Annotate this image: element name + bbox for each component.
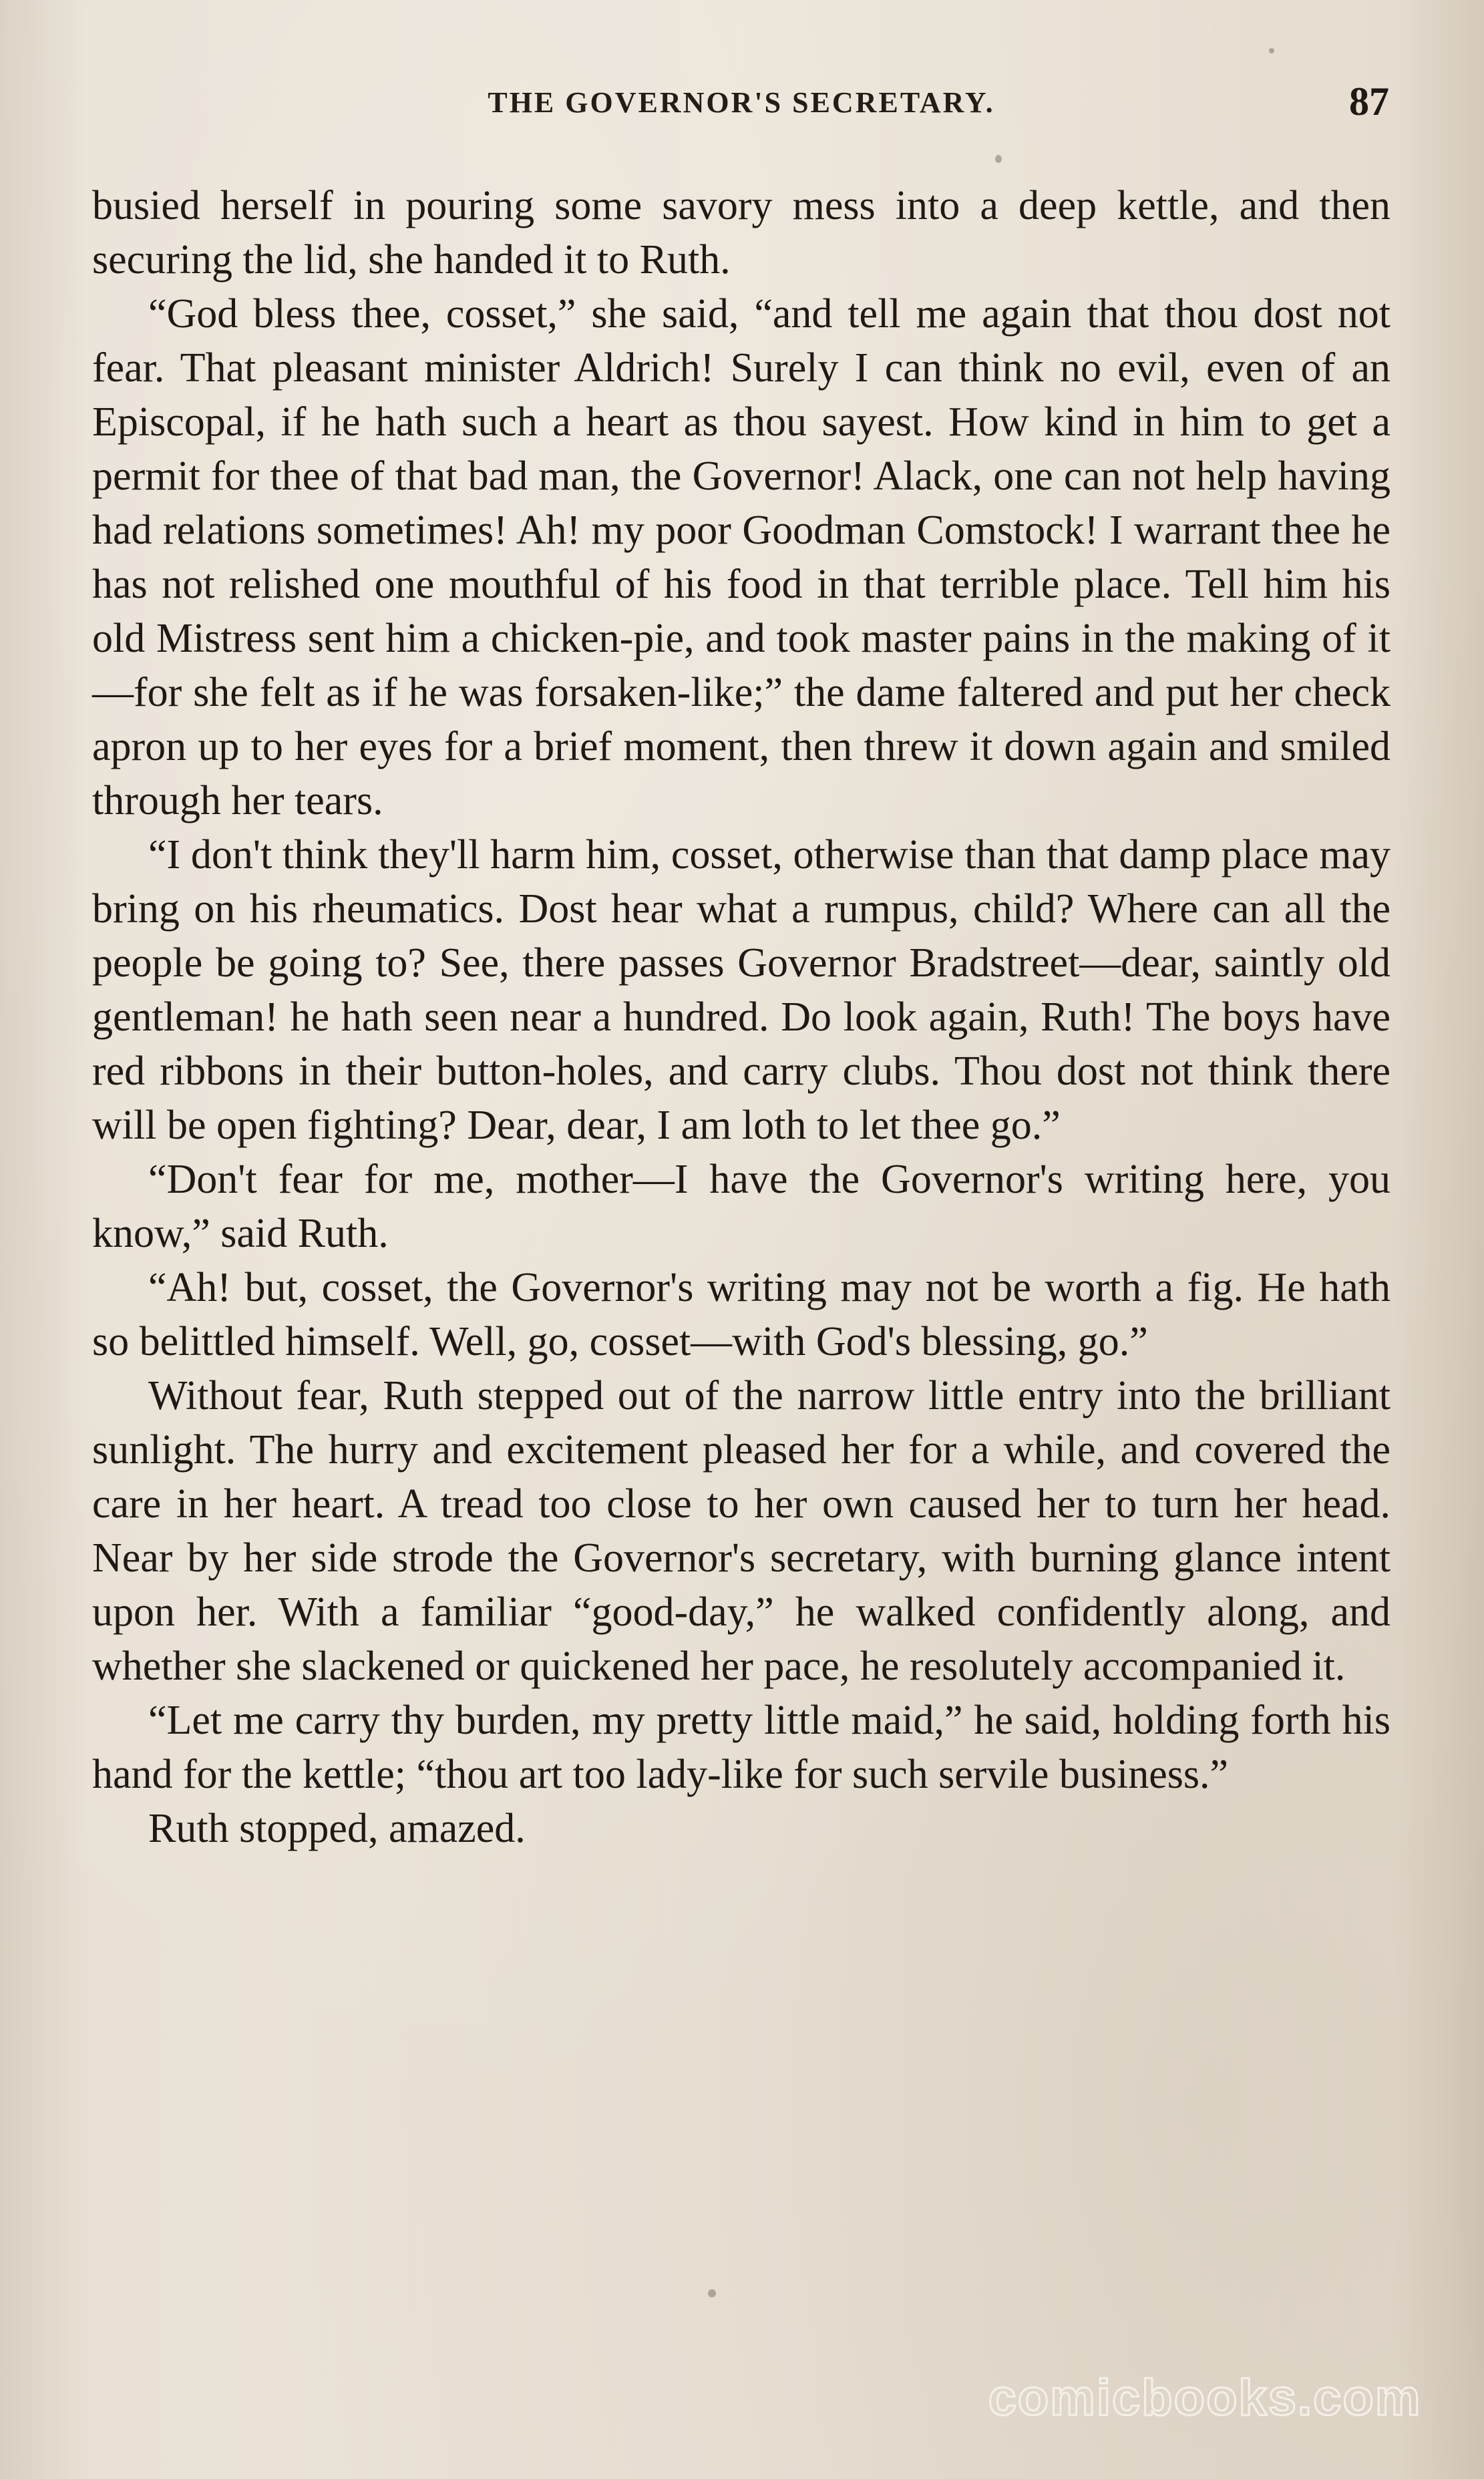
paper-speck — [995, 155, 1002, 163]
paragraph: “Don't fear for me, mother—I have the Governor's writing here, you know,” said Ruth. — [92, 1157, 1390, 1256]
body-text — [92, 179, 1390, 1856]
page-header — [94, 79, 1389, 132]
paper-speck — [1269, 48, 1274, 53]
paper-speck — [708, 2289, 716, 2297]
paragraph-continuation: busied herself in pouring some savory mess into a deep kettle, and then securing the lid, she handed it to Ruth. — [92, 183, 1390, 282]
running-head: THE GOVERNOR'S SECRETARY. — [488, 86, 995, 119]
paragraph: “God bless thee, cosset,” she said, “and tell me again that thou dost not fear. That pleasant minister Aldrich! Surely I can think no evil, even of an Episcopal, if he hath such a heart as thou sayest. How kind in him to get a permit for thee of that bad man, the Governor! Alack, one can not help having had relations sometimes! Ah! my poor Goodman Comstock! I warrant thee he has not relished one mouthful of his food in that terrible place. Tell him his old Mistress sent him a chicken-pie, and took master pains in the making of it—for she felt as if he was forsaken-like;” the dame faltered and put her check apron up to her eyes for a brief moment, then threw it down again and smiled through her tears. — [92, 291, 1390, 823]
paragraph: “Ah! but, cosset, the Governor's writing may not be worth a fig. He hath so belittled himself. Well, go, cosset—with God's blessing, go.” — [92, 1265, 1390, 1364]
watermark-text: comicbooks.com — [988, 2369, 1422, 2426]
page-number: 87 — [1349, 79, 1389, 124]
watermark-logo — [958, 2359, 1452, 2439]
paragraph-final: Ruth stopped, amazed. — [148, 1806, 526, 1851]
paragraph: Without fear, Ruth stepped out of the narrow little entry into the brilliant sunlight. The hurry and excitement pleased her for a while, and covered the care in her heart. A tread too close to her own caused her to turn her head. Near by her side strode the Governor's secretary, with burning glance intent upon her. With a familiar “good-day,” he walked confidently along, and whether she slackened or quickened her pace, he resolutely accompanied it. — [92, 1373, 1390, 1689]
paragraph: “Let me carry thy burden, my pretty little maid,” he said, holding forth his hand for the kettle; “thou art too lady-like for such servile business.” — [92, 1698, 1390, 1797]
paragraph: “I don't think they'll harm him, cosset, otherwise than that damp place may bring on his rheumatics. Dost hear what a rumpus, child? Where can all the people be going to? See, there passes Governor Bradstreet—dear, saintly old gentleman! he hath seen near a hundred. Do look again, Ruth! The boys have red ribbons in their button-holes, and carry clubs. Thou dost not think there will be open fighting? Dear, dear, I am loth to let thee go.” — [92, 832, 1390, 1148]
